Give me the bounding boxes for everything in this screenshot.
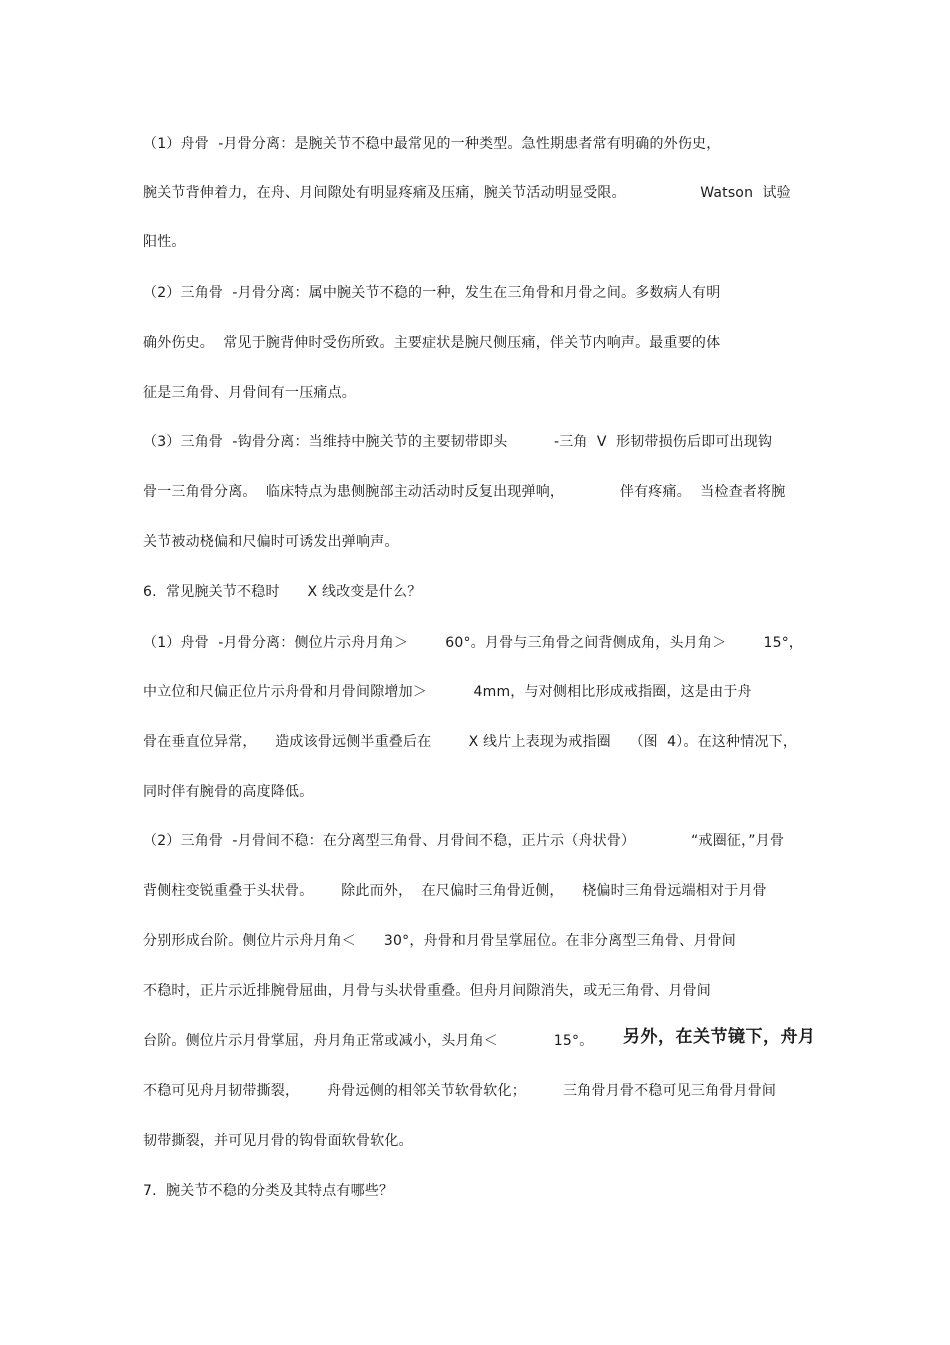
paragraph-line: 分别形成台阶。侧位片示舟月角＜ 30°，舟骨和月骨呈掌屈位。在非分离型三角骨、月骨间 [143,933,736,949]
paragraph-line: （1）舟骨 -月骨分离：侧位片示舟月角＞ 60°。月骨与三角骨之间背侧成角，头月角＞ 15°， [143,635,804,651]
section-heading: 6. 常见腕关节不稳时 X 线改变是什么？ [143,584,422,600]
paragraph-line: 关节被动桡偏和尺偏时可诱发出弹响声。 [143,534,399,550]
paragraph-line: 不稳时，正片示近排腕骨屈曲，月骨与头状骨重叠。但舟月间隙消失，或无三角骨、月骨间 [143,983,711,999]
paragraph-line: 阳性。 [143,234,186,250]
paragraph-line: 腕关节背伸着力，在舟、月间隙处有明显疼痛及压痛，腕关节活动明显受限。 Watson 试验 [143,185,791,201]
emphasized-text: 另外，在关节镜下，舟月 [623,1027,816,1047]
paragraph-line: 不稳可见舟月韧带撕裂， 舟骨远侧的相邻关节软骨软化； 三角骨月骨不稳可见三角骨月骨间 [143,1083,777,1099]
paragraph-line: 中立位和尺偏正位片示舟骨和月骨间隙增加＞ 4mm，与对侧相比形成戒指圈，这是由于舟 [143,684,752,700]
paragraph-line: 同时伴有腕骨的高度降低。 [143,784,314,800]
paragraph-line: （1）舟骨 -月骨分离：是腕关节不稳中最常见的一种类型。急性期患者常有明确的外伤史， [143,136,721,152]
paragraph-line: 韧带撕裂，并可见月骨的钩骨面软骨软化。 [143,1133,413,1149]
paragraph-line: （2）三角骨 -月骨分离：属中腕关节不稳的一种，发生在三角骨和月骨之间。多数病人有明 [143,285,721,301]
paragraph-line: （3）三角骨 -钩骨分离：当维持中腕关节的主要韧带即头 -三角 V 形韧带损伤后即可出现钩 [143,434,773,450]
paragraph-line: 确外伤史。 常见于腕背伸时受伤所致。主要症状是腕尺侧压痛，伴关节内响声。最重要的体 [143,335,721,351]
section-heading: 7. 腕关节不稳的分类及其特点有哪些？ [143,1183,394,1199]
paragraph-line: 台阶。侧位片示月骨掌屈，舟月角正常或减小，头月角＜ 15°。 [143,1033,594,1049]
paragraph-line: （2）三角骨 -月骨间不稳：在分离型三角骨、月骨间不稳，正片示（舟状骨） “戒圈征，”月骨 [143,833,785,849]
paragraph-line: 骨在垂直位异常， 造成该骨远侧半重叠后在 X 线片上表现为戒指圈 （图 4）。在这种情况下， [143,734,798,750]
paragraph-line: 征是三角骨、月骨间有一压痛点。 [143,385,356,401]
paragraph-line: 背侧柱变锐重叠于头状骨。 除此而外， 在尺偏时三角骨近侧， 桡偏时三角骨远端相对于月骨 [143,883,767,899]
paragraph-line: 骨一三角骨分离。 临床特点为患侧腕部主动活动时反复出现弹响， 伴有疼痛。 当检查者将腕 [143,484,786,500]
